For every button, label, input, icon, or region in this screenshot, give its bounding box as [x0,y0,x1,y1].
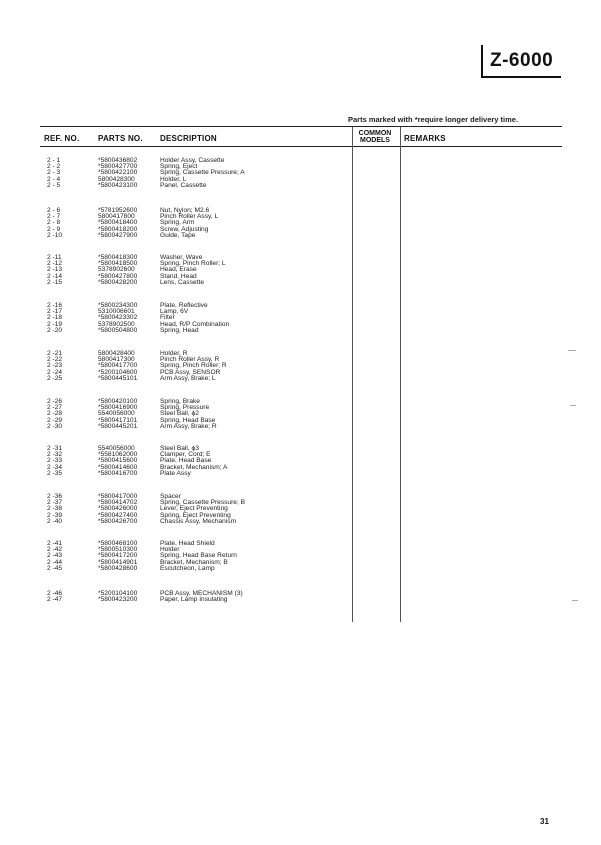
part-no: *5800414702 [98,499,138,507]
part-no: 5540056000 [98,445,135,452]
description: Bracket, Mechanism; A [160,463,228,471]
description: Steel Ball, ϕ3 [160,445,199,452]
ref-no: 2 -23 [47,362,63,370]
part-no: *5800427400 [98,511,138,519]
ref-no: 2 -13 [47,266,63,274]
common-models-left-border [352,127,353,622]
col-header-description: DESCRIPTION [160,134,217,143]
part-no: *5800428600 [98,564,138,572]
part-no: *5800416700 [98,469,138,477]
part-no: *5800417101 [98,416,138,424]
ref-no: 2 -44 [47,558,63,566]
description: Stand, Head [160,272,197,280]
col-header-remarks: REMARKS [404,134,446,143]
part-no: *5800427700 [98,163,138,171]
part-no: 5800428400 [98,350,135,357]
description: Spring, Head Base Return [160,552,237,560]
part-no: *5581062000 [98,451,138,459]
part-no: 5800417300 [98,356,135,364]
part-no: *5800234300 [98,302,138,309]
description: Spring, Pinch Roller; R [160,362,227,370]
description: Panel, Cassette [160,181,207,189]
ref-no: 2 -38 [47,505,63,513]
part-no: *5800415600 [98,457,138,465]
description: Holder [160,546,180,554]
description: Spacer [160,493,181,500]
description: Spring, Brake [160,398,200,405]
description: Plate Assy [160,469,191,477]
ref-no: 2 -33 [47,457,63,465]
ref-no: 2 -22 [47,356,63,364]
ref-no: 2 -40 [47,517,63,525]
ref-no: 2 - 9 [47,225,61,233]
part-no: *5800420100 [98,398,138,405]
part-no: 5378902500 [98,320,135,328]
description: Clamper, Cord; E [160,451,211,459]
description: Lever, Eject Preventing [160,505,228,513]
description: Screw, Adjusting [160,225,209,233]
description: Spring, Head [160,326,199,334]
description: Guide, Tape [160,231,196,239]
part-no: 5800417800 [98,213,135,221]
ref-no: 2 - 2 [47,163,61,171]
ref-no: 2 -31 [47,445,63,452]
description: Spring, Cassette Pressure; A [160,169,245,177]
ref-no: 2 -27 [47,404,63,412]
part-no: *5800418200 [98,225,138,233]
scan-mark [568,350,576,351]
description: Spring, Eject [160,163,198,171]
description: PCB Assy, MECHANISM (3) [160,590,243,597]
ref-no: 2 -10 [47,231,63,239]
part-no: *5800427900 [98,231,138,239]
ref-no: 2 -42 [47,546,63,554]
description: Lamp, 6V [160,308,189,316]
description: Spring, Eject Preventing [160,511,231,519]
ref-no: 2 -36 [47,493,63,500]
ref-no: 2 - 5 [47,181,61,189]
part-no: *5800423200 [98,596,138,604]
part-no: *5800417000 [98,493,138,500]
model-title: Z-6000 [490,50,554,71]
description: Spring, Cassette Pressure; B [160,499,246,507]
description: Head, R/P Combination [160,320,230,328]
part-no: *5800428200 [98,278,138,286]
part-no: 5540056000 [98,410,135,418]
description: Spring, Pressure [160,404,210,412]
ref-no: 2 -30 [47,422,63,430]
part-no: *5800423100 [98,181,138,189]
ref-no: 2 -11 [47,254,62,261]
part-no: *5800427800 [98,272,138,280]
description: Arm Assy, Brake; R [160,422,217,430]
ref-no: 2 - 6 [47,207,61,214]
delivery-note: Parts marked with *require longer delivery time. [348,115,519,124]
part-no: *5800426700 [98,517,138,525]
part-no: *5800416900 [98,404,138,412]
description: Nut, Nylon; M2.6 [160,207,210,214]
part-no: *5800468100 [98,540,138,547]
ref-no: 2 -17 [47,308,63,316]
ref-no: 2 - 4 [47,175,61,183]
description: Pinch Roller Assy, L [160,213,219,221]
part-no: *5800426000 [98,505,138,513]
description: Washer, Wave [160,254,203,261]
description: Chassis Assy, Mechanism [160,517,237,525]
ref-no: 2 -47 [47,596,63,604]
description: Bracket, Mechanism; B [160,558,228,566]
table-top-rule [40,126,562,127]
part-no: *5800414901 [98,558,138,566]
description: Spring, Arm [160,219,195,227]
ref-no: 2 -34 [47,463,63,471]
part-no: *5800418500 [98,260,138,268]
part-no: *5800422100 [98,169,138,177]
description: Escutcheon, Lamp [160,564,215,572]
ref-no: 2 - 8 [47,219,61,227]
part-no: *5800418400 [98,219,138,227]
ref-no: 2 -43 [47,552,63,560]
part-no: 5800428300 [98,175,135,183]
description: Filter [160,314,175,322]
ref-no: 2 -39 [47,511,63,519]
description: Paper, Lamp Insulating [160,596,228,604]
ref-no: 2 - 7 [47,213,61,221]
description: Holder, L [160,175,187,183]
ref-no: 2 -29 [47,416,63,424]
col-header-common-models [352,130,398,144]
part-no: 5310006601 [98,308,135,316]
scan-mark [570,405,576,406]
part-no: *5800414600 [98,463,138,471]
description: Head, Erase [160,266,197,274]
part-no: *5800510300 [98,546,138,554]
part-no: *5781952600 [98,207,138,214]
ref-no: 2 - 3 [47,169,61,177]
col-header-models: MODELS [360,137,390,144]
ref-no: 2 -37 [47,499,63,507]
ref-no: 2 -18 [47,314,63,322]
description: PCB Assy, SENSOR [160,368,221,376]
model-title-bar [481,45,483,77]
part-no: *5800504800 [98,326,138,334]
ref-no: 2 -32 [47,451,63,459]
ref-no: 2 -25 [47,374,63,382]
description: Holder Assy, Cassette [160,157,225,164]
part-no: *5800417200 [98,552,138,560]
description: Plate, Head Base [160,457,212,465]
col-header-common: COMMON [358,130,392,137]
ref-no: 2 - 1 [47,157,61,164]
ref-no: 2 -12 [47,260,63,268]
ref-no: 2 -26 [47,398,63,405]
ref-no: 2 -28 [47,410,63,418]
ref-no: 2 -19 [47,320,63,328]
part-no: *5200104600 [98,368,138,376]
ref-no: 2 -46 [47,590,63,597]
description: Holder, R [160,350,188,357]
description: Spring, Head Base [160,416,216,424]
col-header-ref: REF. NO. [44,134,80,143]
ref-no: 2 -41 [47,540,63,547]
part-no: *5800445201 [98,422,138,430]
description: Lens, Cassette [160,278,204,286]
ref-no: 2 -15 [47,278,63,286]
ref-no: 2 -21 [47,350,63,357]
description: Spring, Pinch Roller; L [160,260,226,268]
ref-no: 2 -16 [47,302,63,309]
ref-no: 2 -24 [47,368,63,376]
ref-no: 2 -14 [47,272,63,280]
description: Plate, Head Shield [160,540,215,547]
description: Steel Ball, ϕ2 [160,410,199,418]
part-no: *5800445101 [98,374,138,382]
table-header-rule [40,146,562,147]
page-number: 31 [540,817,549,826]
description: Pinch Roller Assy, R [160,356,220,364]
ref-no: 2 -20 [47,326,63,334]
description: Plate, Reflective [160,302,208,309]
part-no: *5200104100 [98,590,138,597]
part-no: *5800423302 [98,314,138,322]
model-title-underline [481,76,561,78]
part-no: 5378902600 [98,266,135,274]
description: Arm Assy, Brake; L [160,374,216,382]
ref-no: 2 -45 [47,564,63,572]
col-header-parts: PARTS NO. [98,134,143,143]
ref-no: 2 -35 [47,469,63,477]
remarks-left-border [400,127,401,622]
part-no: *5800417700 [98,362,138,370]
part-no: *5800436802 [98,157,138,164]
scan-mark [572,600,578,601]
part-no: *5800418300 [98,254,138,261]
